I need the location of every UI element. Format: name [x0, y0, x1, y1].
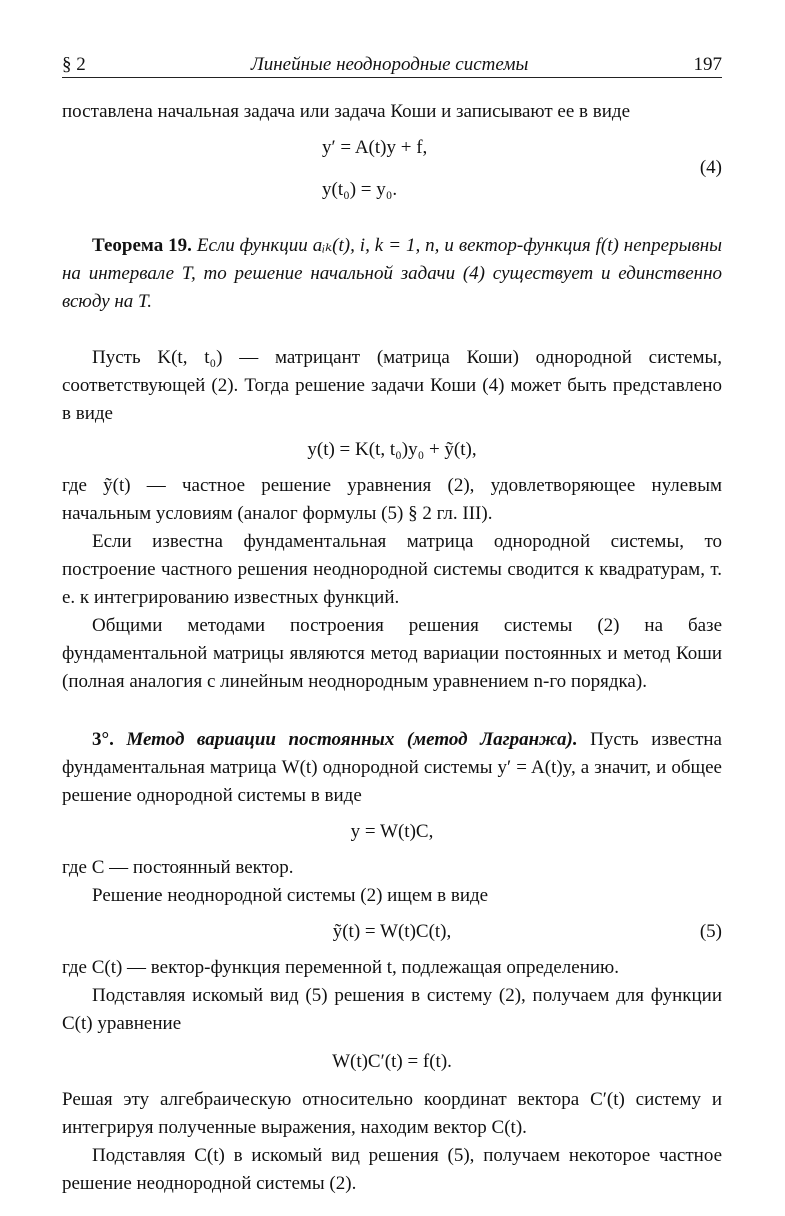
paragraph-where-2: где C — постоянный вектор.: [62, 857, 294, 878]
paragraph-substitute: Подставляя искомый вид (5) решения в систему (2), получаем для функции C(t) уравнение: [62, 985, 722, 1034]
equation-4-number: (4): [699, 157, 722, 178]
equation-general: y = W(t)C,: [350, 821, 434, 842]
paragraph-intro: поставлена начальная задача или задача Коши и записывают ее в виде: [62, 101, 631, 122]
paragraph-where-1: где ỹ(t) — частное решение уравнения (2), удовлетворяющее нулевым начальным условиям (аналог формулы (5) § 2 гл. III).: [62, 475, 722, 524]
paragraph-where-3: где C(t) — вектор-функция переменной t, подлежащая определению.: [62, 957, 620, 978]
section-3-text: Пусть известна фундаментальная матрица W(t) однородной системы y′ = A(t)y, а значит, и общее решение однородной системы в виде: [62, 729, 722, 806]
theorem-text: Если функции aᵢₖ(t), i, k = 1, n, и вектор-функция f(t) непрерывны на интервале T, то решение начальной задачи (4) существует и единственно всюду на T.: [62, 235, 722, 312]
equation-5-number: (5): [699, 921, 722, 942]
paragraph-solve: Решая эту алгебраическую относительно координат вектора C′(t) систему и интегрируя полученные выражения, находим вектор C(t).: [62, 1089, 722, 1138]
paragraph-final: Подставляя C(t) в искомый вид решения (5), получаем некоторое частное решение неоднородной системы (2).: [62, 1145, 722, 1194]
paragraph-matrix: Пусть K(t, t₀) — матрицант (матрица Коши) однородной системы, соответствующей (2). Тогда решение задачи Коши (4) может быть представлено в виде: [62, 347, 722, 424]
equation-4-line1: y′ = A(t)y + f,: [322, 137, 428, 158]
equation-w: W(t)C′(t) = f(t).: [332, 1051, 452, 1072]
section-3: [62, 726, 722, 810]
page: [62, 54, 722, 1198]
paragraph-fundamental: Если известна фундаментальная матрица однородной системы, то построение частного решения неоднородной системы сводится к квадратурам, т. е. к интегрированию известных функций.: [62, 531, 722, 608]
equation-4-line2: y(t₀) = y₀.: [322, 179, 398, 200]
section-3-title: Метод вариации постоянных: [126, 729, 395, 750]
section-3-number: 3°.: [92, 729, 114, 750]
theorem-label: Теорема 19.: [92, 235, 192, 256]
equation-5: [62, 918, 722, 946]
equation-solution: y(t) = K(t, t₀)y₀ + ỹ(t),: [307, 439, 477, 460]
paragraph-seek: Решение неоднородной системы (2) ищем в виде: [92, 885, 489, 906]
section-mark: § 2: [62, 54, 86, 75]
equation-4: [62, 134, 722, 204]
running-title: Линейные неоднородные системы: [250, 54, 529, 75]
running-head: [62, 54, 722, 78]
paragraph-methods: Общими методами построения решения системы (2) на базе фундаментальной матрицы являются метод вариации постоянных и метод Коши (полная аналогия с линейным неоднородным уравнением n-го порядка).: [62, 615, 722, 692]
theorem-19: [62, 232, 722, 316]
page-number: 197: [693, 54, 722, 75]
equation-5-text: ỹ(t) = W(t)C(t),: [332, 921, 452, 942]
section-3-subtitle: (метод Лагранжа).: [406, 729, 578, 750]
